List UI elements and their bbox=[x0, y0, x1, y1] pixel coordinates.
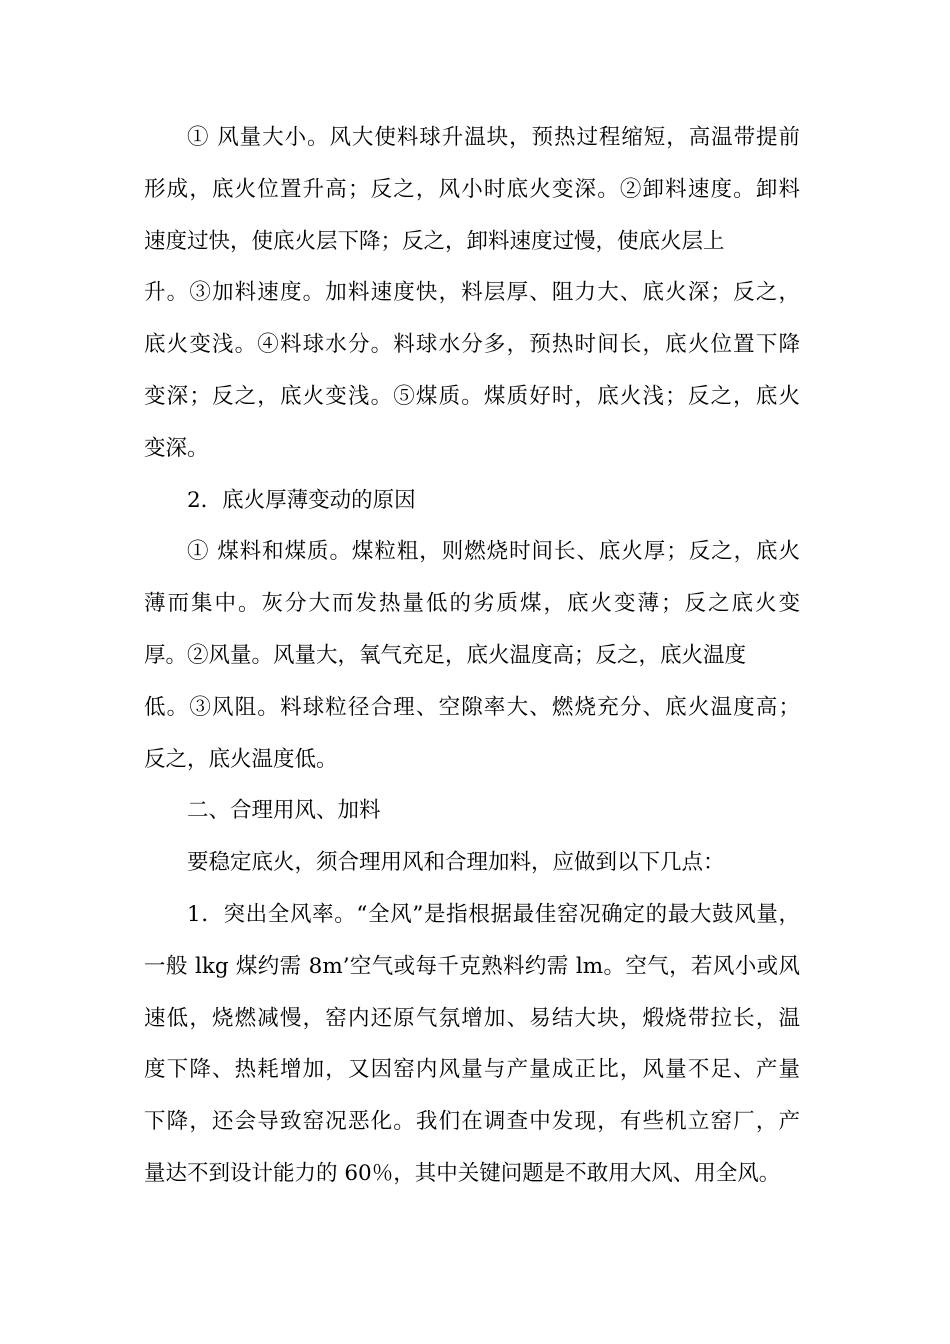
text-line: ① 风量大小。风大使料球升温块，预热过程缩短，高温带提前 bbox=[187, 125, 800, 150]
text-line: 薄而集中。灰分大而发热量低的劣质煤，底火变薄；反之底火变 bbox=[144, 591, 800, 617]
text-line: 低。③风阻。料球粒径合理、空隙率大、燃烧充分、底火温度高； bbox=[144, 694, 800, 720]
text-line: 量达不到设计能力的 60％，其中关键问题是不敢用大风、用全风。 bbox=[144, 1160, 781, 1186]
section-heading: 二、合理用风、加料 bbox=[187, 798, 381, 824]
text-line: 底火变浅。④料球水分。料球水分多，预热时间长，底火位置下降 bbox=[144, 332, 800, 358]
text-line: 反之，底火温度低。 bbox=[144, 746, 338, 772]
text-line: 变深。 bbox=[144, 435, 209, 461]
text-line: 度下降、热耗增加，又因窑内风量与产量成正比，风量不足、产量 bbox=[144, 1057, 800, 1083]
document-page bbox=[144, 112, 800, 1200]
text-line: 下降，还会导致窑况恶化。我们在调查中发现，有些机立窑厂，产 bbox=[144, 1109, 800, 1135]
text-line: 升。③加料速度。加料速度快，料层厚、阻力大、底火深；反之， bbox=[144, 280, 800, 306]
text-line: 1．突出全风率。“全风”是指根据最佳窑况确定的最大鼓风量， bbox=[187, 901, 800, 927]
text-line: 一般 lkg 煤约需 8m’空气或每千克熟料约需 lm。空气，若风小或风 bbox=[144, 953, 800, 979]
text-line: 速度过快，使底火层下降；反之，卸料速度过慢，使底火层上 bbox=[144, 228, 725, 254]
text-line: 形成，底火位置升高；反之，风小时底火变深。②卸料速度。卸料 bbox=[144, 176, 800, 202]
text-line: 要稳定底火，须合理用风和合理加料，应做到以下几点： bbox=[187, 850, 725, 876]
section-heading: 2．底火厚薄变动的原因 bbox=[187, 487, 416, 513]
text-line: ① 煤料和煤质。煤粒粗，则燃烧时间长、底火厚；反之，底火 bbox=[187, 539, 800, 565]
text-line: 厚。②风量。风量大，氧气充足，底火温度高；反之，底火温度 bbox=[144, 642, 747, 668]
text-line: 速低，烧燃减慢，窑内还原气氛增加、易结大块，煅烧带拉长，温 bbox=[144, 1005, 800, 1031]
text-line: 变深；反之，底火变浅。⑤煤质。煤质好时，底火浅；反之，底火 bbox=[144, 383, 800, 409]
